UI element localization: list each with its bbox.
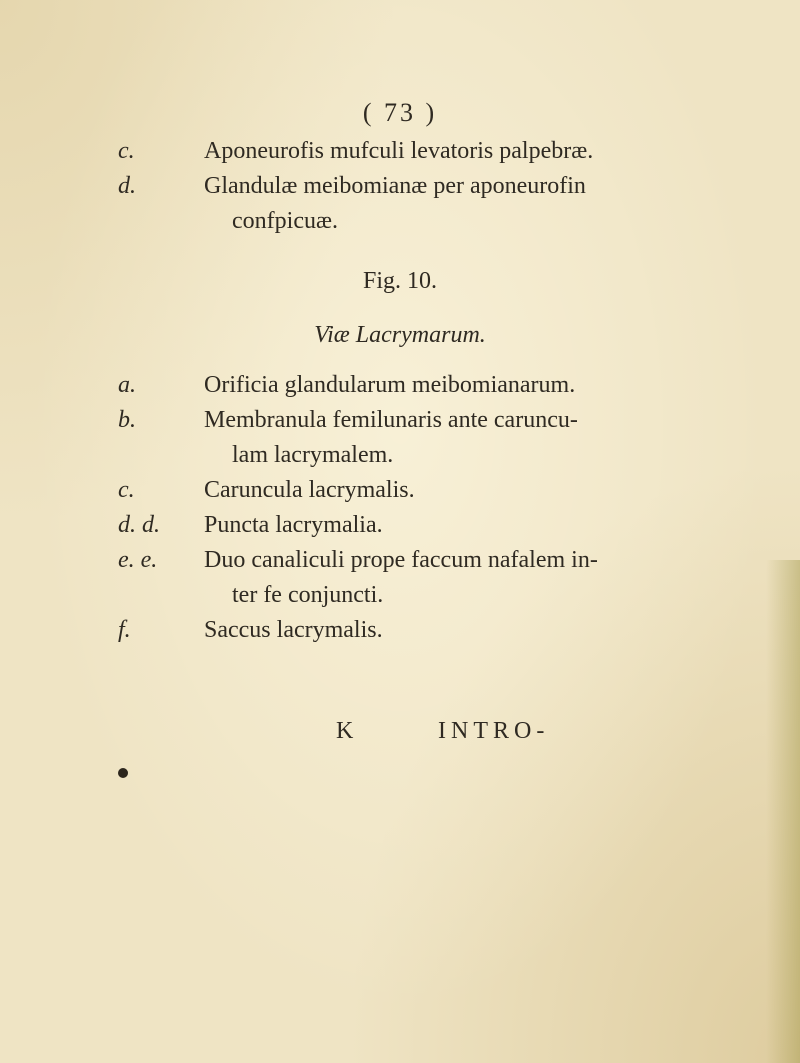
entry-text: Membranula femilunaris ante caruncu-	[204, 407, 578, 433]
entry-ee-continuation	[0, 582, 800, 616]
figure-subtitle: Viæ Lacrymarum.	[314, 322, 486, 348]
entry-d-continuation	[0, 208, 800, 242]
entry-b	[0, 407, 800, 441]
entry-c	[0, 138, 800, 172]
entry-text: Duo canaliculi prope faccum nafalem in-	[204, 547, 598, 573]
entry-mark: d.	[118, 173, 136, 199]
entry-f	[0, 617, 800, 651]
entry-mark: d. d.	[118, 512, 160, 538]
entry-text-continuation: confpicuæ.	[232, 208, 338, 234]
page-number: ( 73 )	[362, 98, 438, 127]
entry-b-continuation	[0, 442, 800, 476]
paper-stain	[766, 560, 800, 1063]
entry-text: Saccus lacrymalis.	[204, 617, 383, 643]
figure-label: Fig. 10.	[362, 268, 437, 294]
entry-text-continuation: lam lacrymalem.	[232, 442, 394, 468]
entry-text: Glandulæ meibomianæ per aponeurofin	[204, 173, 586, 199]
entry-text: Puncta lacrymalia.	[204, 512, 383, 538]
entry-text-continuation: ter fe conjuncti.	[232, 582, 384, 608]
entry-ee	[0, 547, 800, 581]
entry-mark: c.	[118, 138, 135, 164]
entry-a	[0, 372, 800, 406]
entry-mark: c.	[118, 477, 135, 503]
catchword: INTRO-	[438, 718, 550, 744]
entry-text: Aponeurofis mufculi levatoris palpebræ.	[204, 138, 594, 164]
ink-spot	[118, 768, 128, 778]
entry-d	[0, 173, 800, 207]
entry-mark: f.	[118, 617, 131, 643]
entry-text: Caruncula lacrymalis.	[204, 477, 415, 503]
entry-mark: b.	[118, 407, 136, 433]
entry-mark: e. e.	[118, 547, 158, 573]
entry-c2	[0, 477, 800, 511]
entry-text: Orificia glandularum meibomianarum.	[204, 372, 576, 398]
entry-mark: a.	[118, 372, 136, 398]
signature-mark: K	[336, 718, 354, 744]
entry-dd	[0, 512, 800, 546]
